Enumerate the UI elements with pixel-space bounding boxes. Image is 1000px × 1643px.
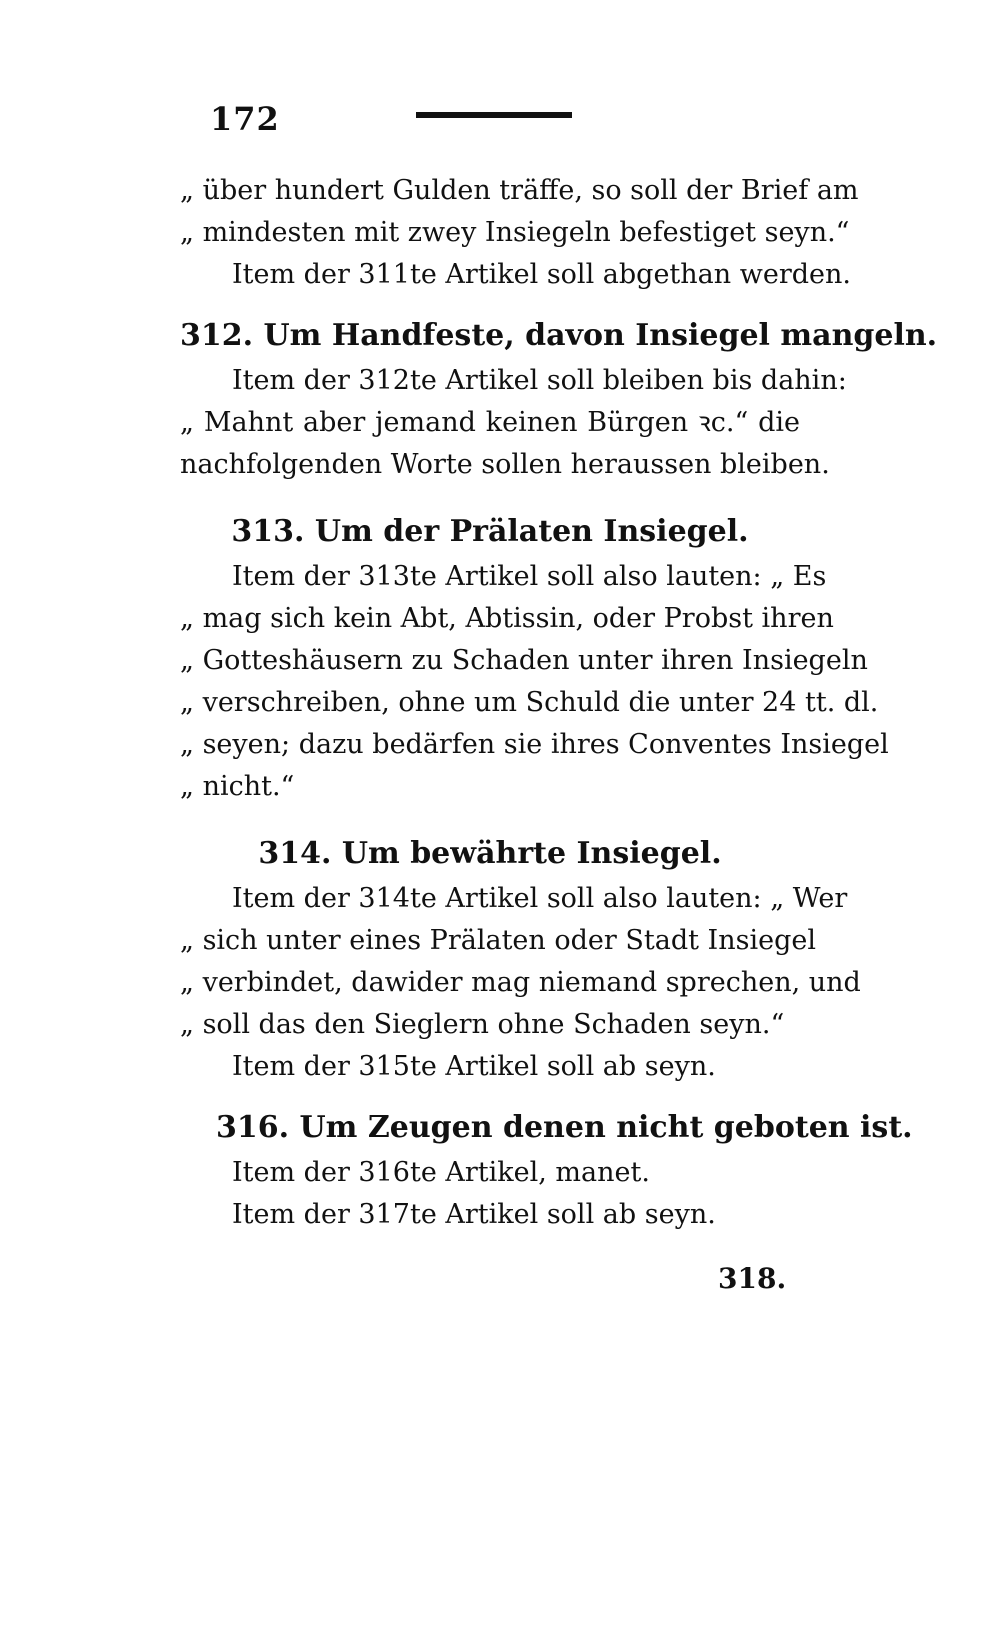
- text-line: „ nicht.“: [180, 771, 295, 802]
- text-line: Item der 316te Artikel, manet.: [232, 1157, 650, 1188]
- text-line: „ soll das den Sieglern ohne Schaden seyn.“: [180, 1009, 785, 1040]
- text-line: nachfolgenden Worte sollen heraussen bleiben.: [180, 449, 830, 480]
- header-rule: [416, 112, 572, 118]
- section-heading-314: 314. Um bewährte Insiegel.: [258, 836, 722, 871]
- text-line: Item der 314te Artikel soll also lauten: „ Wer: [232, 883, 848, 914]
- page-body: [180, 170, 938, 1236]
- text-line: „ seyen; dazu bedärfen sie ihres Conventes Insiegel: [180, 729, 889, 760]
- text-line: „ mag sich kein Abt, Abtissin, oder Probst ihren: [180, 603, 834, 634]
- text-line: Item der 315te Artikel soll ab seyn.: [232, 1051, 716, 1082]
- text-line: Item der 317te Artikel soll ab seyn.: [232, 1199, 716, 1230]
- text-line: Item der 312te Artikel soll bleiben bis dahin:: [232, 365, 847, 396]
- section-heading-312: 312. Um Handfeste, davon Insiegel mangeln.: [180, 318, 938, 353]
- text-line: „ mindesten mit zwey Insiegeln befestiget seyn.“: [180, 217, 850, 248]
- text-line: „ Gotteshäusern zu Schaden unter ihren Insiegeln: [180, 645, 868, 676]
- text-line: „ über hundert Gulden träffe, so soll der Brief am: [180, 175, 859, 206]
- page-number: 172: [210, 100, 280, 138]
- text-line: „ verschreiben, ohne um Schuld die unter 24 tt. dl.: [180, 687, 879, 718]
- text-line: „ verbindet, dawider mag niemand sprechen, und: [180, 967, 861, 998]
- section-heading-313: 313. Um der Prälaten Insiegel.: [231, 514, 749, 549]
- catchword: 318.: [718, 1262, 787, 1295]
- text-line: „ sich unter eines Prälaten oder Stadt Insiegel: [180, 925, 816, 956]
- text-line: Item der 311te Artikel soll abgethan werden.: [232, 259, 851, 290]
- section-heading-316: 316. Um Zeugen denen nicht geboten ist.: [216, 1110, 913, 1145]
- text-line: „ Mahnt aber jemand keinen Bürgen ꝛc.“ die: [180, 407, 800, 438]
- text-line: Item der 313te Artikel soll also lauten: „ Es: [232, 561, 827, 592]
